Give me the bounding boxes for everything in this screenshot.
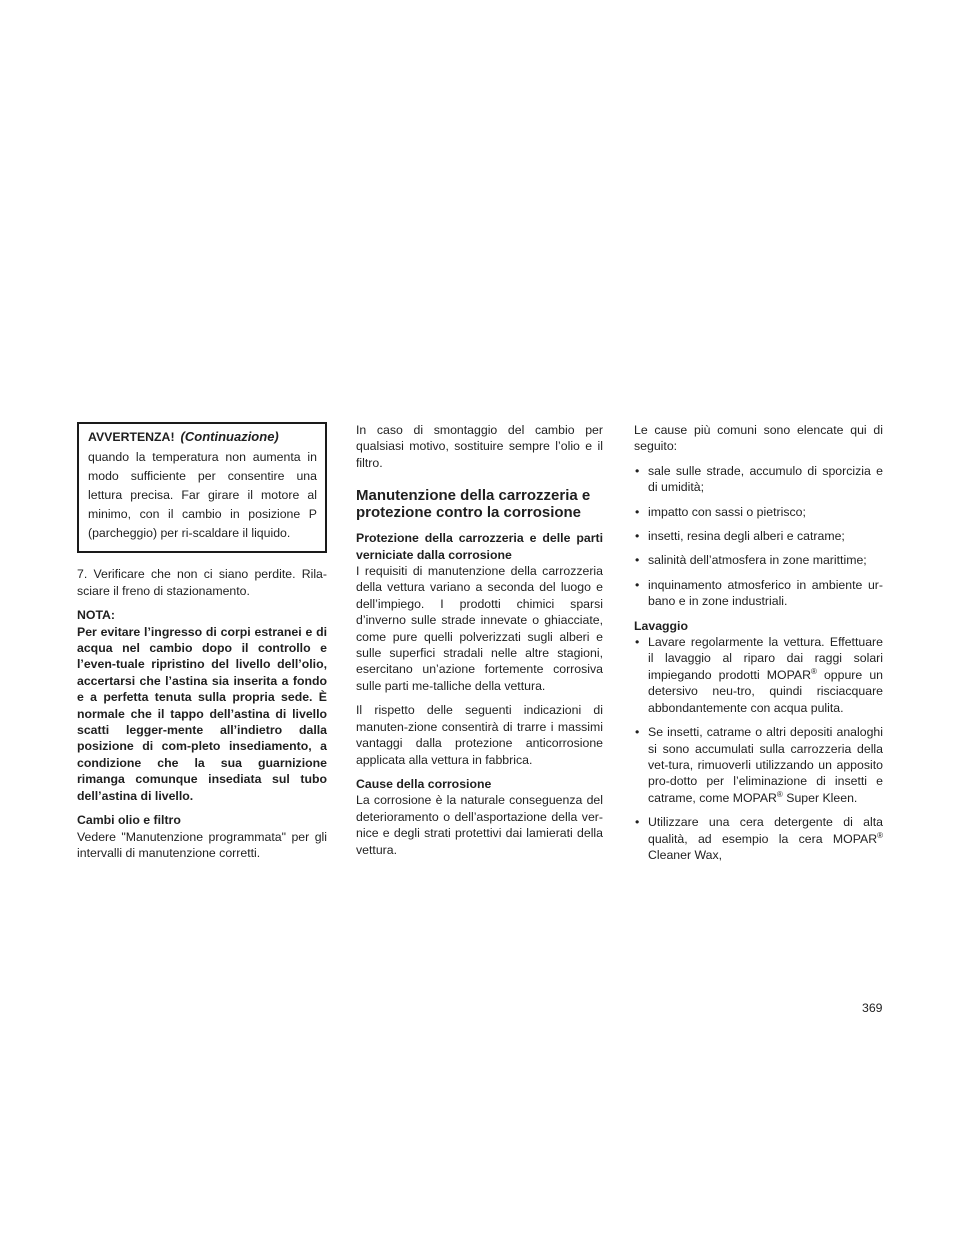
registered-mark: ® xyxy=(810,666,817,676)
oil-change-title: Cambi olio e filtro xyxy=(77,813,181,828)
list-item: • salinità dell’atmosfera in zone marittime; xyxy=(635,553,867,568)
subsection-causes-text: La corrosione è la naturale conseguenza del deterioramento o dell’asportazione della ver-nice e degli strati protettivi dai lamierati della vettura. xyxy=(356,793,603,857)
list-item: • sale sulle strade, accumulo di sporcizia e di umidità; xyxy=(635,463,883,495)
warning-title: AVVERTENZA! xyxy=(88,430,175,444)
subsection-protection-text: I requisiti di manutenzione della carrozzeria della vettura variano a seconda del luogo e dell’impiego. I prodotti chimici sparsi d’inverno sulle strade innevate o ghiacciate, come pure quelli polverizzati sugli alberi e sulle superfici stradali nelle altre stagioni, esercitano un’azione fortemente corrosiva sulle parti me-talliche della vettura. xyxy=(356,564,603,693)
washing-list xyxy=(634,634,883,863)
column-right xyxy=(634,422,883,871)
note-title: NOTA: xyxy=(77,608,116,623)
column-middle xyxy=(356,422,603,866)
bullet-icon: • xyxy=(635,577,640,592)
section-title: Manutenzione della carrozzeria e protezione contro la corrosione xyxy=(356,487,591,522)
maintenance-paragraph: Il rispetto delle seguenti indicazioni di manuten-zione consentirà di trarre i massimi vantaggi dalla protezione anticorrosione applicata alla vettura in fabbrica. xyxy=(356,703,603,767)
subsection-causes-title: Cause della corrosione xyxy=(356,776,492,791)
bullet-icon: • xyxy=(635,635,640,650)
list-item: • impatto con sassi o pietrisco; xyxy=(635,504,806,519)
list-item: • Utilizzare una cera detergente di alta qualità, ad esempio la cera MOPAR® Cleaner Wax, xyxy=(635,815,883,862)
transmission-intro: In caso di smontaggio del cambio per qualsiasi motivo, sostituire sempre l’olio e il filtro. xyxy=(356,423,603,470)
causes-list xyxy=(634,463,883,610)
oil-change-text: Vedere "Manutenzione programmata" per gli intervalli di manutenzione corretti. xyxy=(77,829,327,860)
list-item: • Se insetti, catrame o altri depositi analoghi si sono accumulati sulla carrozzeria della vet-tura, rimuoverli utilizzando un apposito pro-dotto per l’eliminazione di insetti e catrame, come MOPAR® Super Kleen. xyxy=(635,725,883,805)
warning-text: quando la temperatura non aumenta in modo sufficiente per consentire una lettura precisa. Far girare il motore al minimo, con il cambio in posizione P (parcheggio) per ri-scaldare il liquido. xyxy=(88,450,317,541)
bullet-icon: • xyxy=(635,815,640,830)
page-number: 369 xyxy=(862,1001,883,1015)
registered-mark: ® xyxy=(877,830,883,840)
washing-title: Lavaggio xyxy=(634,618,688,633)
bullet-icon: • xyxy=(635,553,640,568)
warning-heading xyxy=(88,429,317,445)
list-item: • Lavare regolarmente la vettura. Effettuare il lavaggio al riparo dai raggi solari impiegando prodotti MOPAR® oppure un detersivo neu-tro, quindi risciacquare abbondantemente con acqua pulita. xyxy=(635,635,883,715)
step-7: 7. Verificare che non ci siano perdite. Rila-sciare il freno di stazionamento. xyxy=(77,567,327,598)
subsection-protection-title: Protezione della carrozzeria e delle parti verniciate dalla corrosione xyxy=(356,531,603,562)
column-left xyxy=(77,422,327,869)
causes-intro: Le cause più comuni sono elencate qui di seguito: xyxy=(634,423,883,454)
list-item: • insetti, resina degli alberi e catrame; xyxy=(635,529,845,544)
bullet-icon: • xyxy=(635,463,640,478)
bullet-icon: • xyxy=(635,504,640,519)
registered-mark: ® xyxy=(776,789,783,799)
bullet-icon: • xyxy=(635,725,640,740)
bullet-icon: • xyxy=(635,529,640,544)
warning-box xyxy=(77,422,327,553)
warning-continuation: (Continuazione) xyxy=(180,429,279,444)
note-text: Per evitare l’ingresso di corpi estranei e di acqua nel cambio dopo il controllo e l’even-tuale ripristino del livello dell’olio, accertarsi che l’astina sia inserita a fondo e a perfetta tenuta sulla propria sede. È normale che il tappo dell’astina di livello scatti legger-mente all’indietro dalla posizione di com-pleto insediamento, a condizione che la sua guarnizione rimanga comunque insediata sul tubo dell’astina di livello. xyxy=(77,624,327,803)
list-item: • inquinamento atmosferico in ambiente ur-bano e in zone industriali. xyxy=(635,577,883,609)
